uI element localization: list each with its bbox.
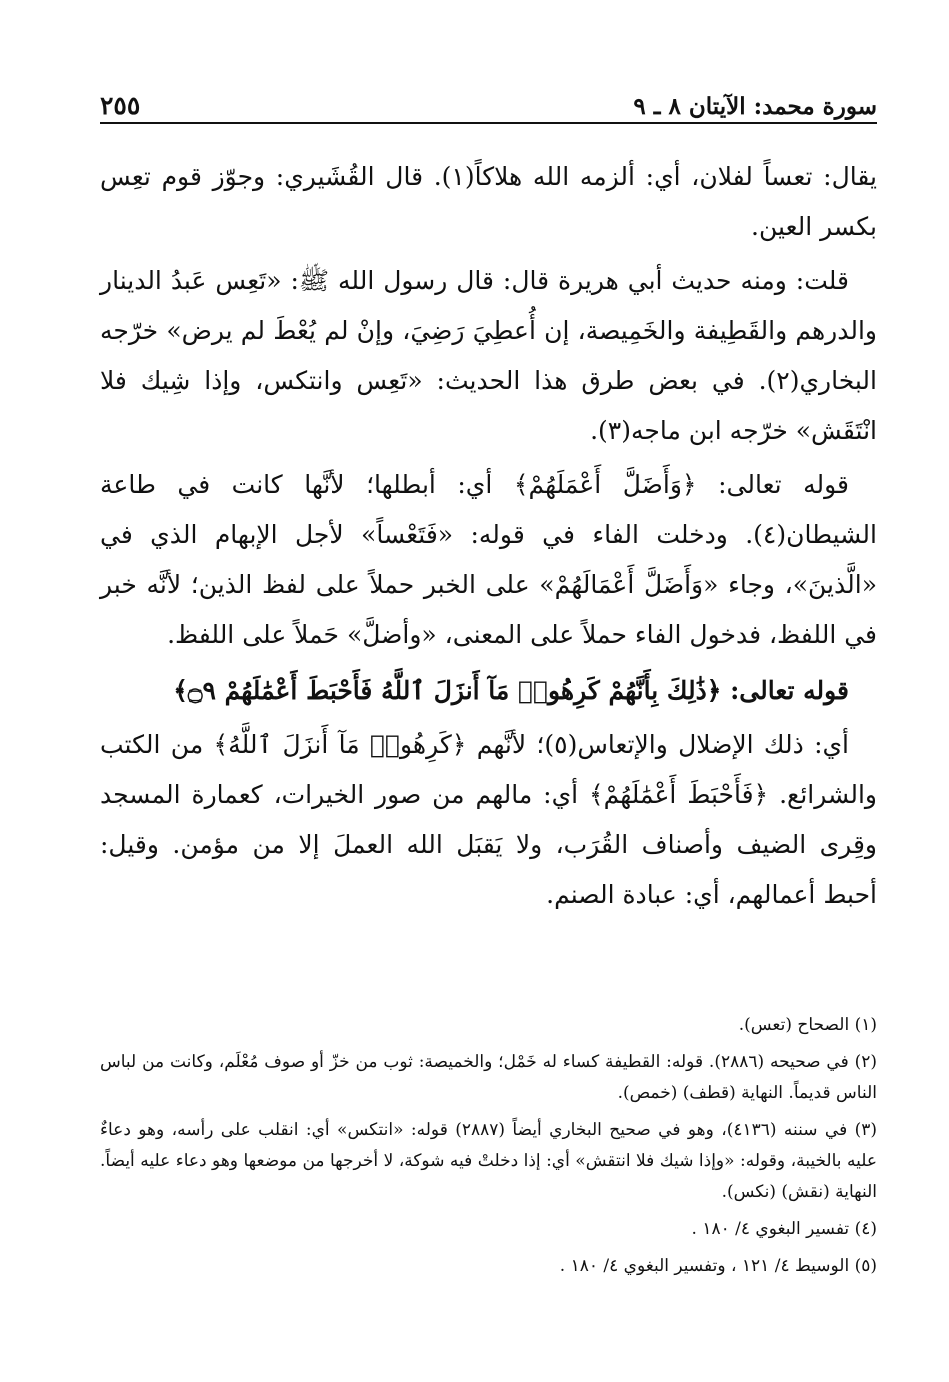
header-divider — [100, 122, 877, 124]
page-number: ٢٥٥ — [100, 91, 141, 120]
footnote-2: (٢) في صحيحه (٢٨٨٦). قوله: القطيفة كساء له خَمْل؛ والخميصة: ثوب من خزّ أو صوف مُعْلَم، وكانت من لباس الناس قديماً. النهاية (قطف) (خمص). — [100, 1052, 877, 1103]
footnote-4: (٤) تفسير البغوي ٤/ ١٨٠ . — [691, 1219, 877, 1239]
footnotes — [100, 1010, 877, 1288]
page-header — [100, 80, 877, 120]
main-text — [100, 152, 877, 920]
footnote-1: (١) الصحاح (تعس). — [738, 1015, 877, 1035]
footnote-5: (٥) الوسيط ٤/ ١٢١ ، وتفسير البغوي ٤/ ١٨٠ . — [559, 1256, 877, 1276]
paragraph-hadith: قلت: ومنه حديث أبي هريرة قال: قال رسول الله ﷺ: «تَعِس عَبدُ الدينار والدرهم والقَطِيفة والخَمِيصة، إن أُعطِيَ رَضِيَ، وإنْ لم يُعْطَ لم يرض» خرّجه البخاري(٢). في بعض طرق هذا الحديث: «تَعِس وانتكس، وإذا شِيك فلا انْتَقَش» خرّجه ابن ماجه(٣). — [100, 266, 877, 445]
paragraph-verse-8-commentary: قوله تعالى: ﴿وَأَضَلَّ أَعْمَلَهُمْ﴾ أي: أبطلها؛ لأنَّها كانت في طاعة الشيطان(٤). ودخلت الفاء في قوله: «فَتَعْساً» لأجل الإبهام الذي في «الَّذينَ»، وجاء «وَأَضَلَّ أَعْمَالَهُمْ» على الخبر حملاً على لفظ الذين؛ لأنَّه خبر في اللفظ، فدخول الفاء حملاً على المعنى، «وأضلَّ» حَملاً على اللفظ. — [100, 470, 877, 649]
paragraph-verse-9-commentary: أي: ذلك الإضلال والإتعاس(٥)؛ لأنَّهم ﴿كَرِهُوا۟ مَآ أَنزَلَ ٱللَّهُ﴾ من الكتب والشرائع. ﴿فَأَحْبَطَ أَعْمَٰلَهُمْ﴾ أي: مالهم من صور الخيرات، كعمارة المسجد وقِرى الضيف وأصناف القُرَب، ولا يَقبَل الله العملَ إلا من مؤمن. وقيل: أحبط أعمالهم، أي: عبادة الصنم. — [100, 730, 877, 909]
verse-9-heading: قوله تعالى: ﴿ذَٰلِكَ بِأَنَّهُمْ كَرِهُوا۟ مَآ أَنزَلَ ٱللَّهُ فَأَحْبَطَ أَعْمَٰلَهُمْ ۝٩﴾ — [173, 676, 849, 705]
footnote-3: (٣) في سننه (٤١٣٦)، وهو في صحيح البخاري أيضاً (٢٨٨٧) قوله: «انتكس» أي: انقلب على رأسه، وهو دعاءٌ عليه بالخيبة، وقوله: «وإذا شيك فلا انتقش» أي: إذا دخلتْ فيه شوكة، لا أخرجها من موضعها وهو دعاء عليه أيضاً. النهاية (نقش) (نكس). — [100, 1120, 877, 1202]
paragraph-definition: يقال: تعساً لفلان، أي: ألزمه الله هلاكاً(١). قال القُشَيري: وجوّز قوم تعِس بكسر العين. — [100, 162, 877, 241]
chapter-title: سورة محمد: الآيتان ٨ ـ ٩ — [633, 93, 877, 120]
